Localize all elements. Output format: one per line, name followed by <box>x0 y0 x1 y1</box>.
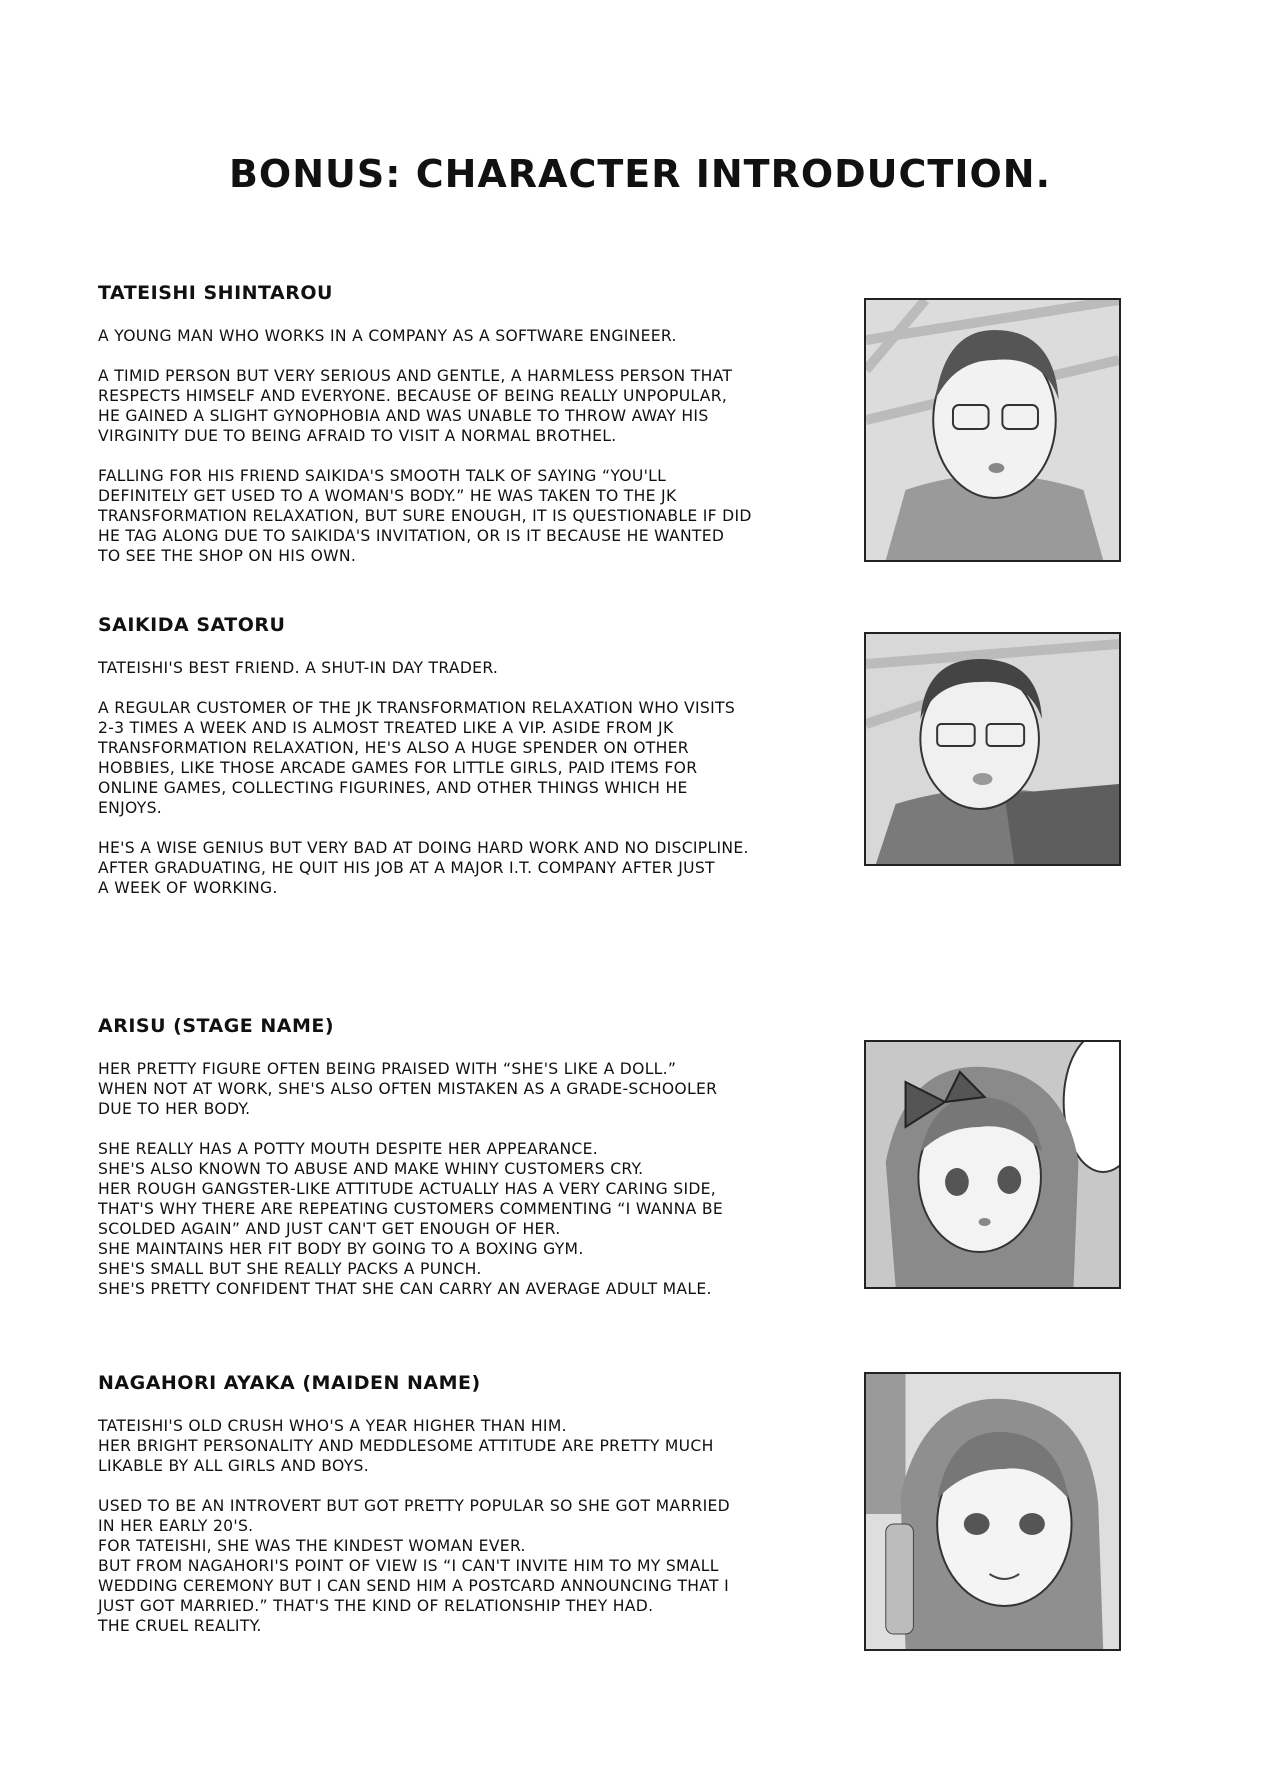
page-title: BONUS: CHARACTER INTRODUCTION. <box>228 152 1052 196</box>
character-paragraph: HE'S A WISE GENIUS BUT VERY BAD AT DOING HARD WORK AND NO DISCIPLINE. AFTER GRADUATING, HE QUIT HIS JOB AT A MAJOR I.T. COMPANY AFTER JUST A WEEK OF WORKING. <box>98 839 749 897</box>
character-section-nagahori <box>98 1372 858 1656</box>
portrait-saikida <box>864 632 1121 866</box>
portrait-arisu <box>864 1040 1121 1289</box>
character-paragraph: A REGULAR CUSTOMER OF THE JK TRANSFORMATION RELAXATION WHO VISITS 2-3 TIMES A WEEK AND IS ALMOST TREATED LIKE A VIP. ASIDE FROM JK TRANSFORMATION RELAXATION, HE'S ALSO A HUGE SPENDER ON OTHER HOBBIES, LIKE THOSE ARCADE GAMES FOR LITTLE GIRLS, PAID ITEMS FOR ONLINE GAMES, COLLECTING FIGURINES, AND OTHER THINGS WHICH HE ENJOYS. <box>98 699 736 817</box>
character-name: SAIKIDA SATORU <box>98 614 286 636</box>
character-paragraph: HER PRETTY FIGURE OFTEN BEING PRAISED WITH “SHE'S LIKE A DOLL.” WHEN NOT AT WORK, SHE'S ALSO OFTEN MISTAKEN AS A GRADE-SCHOOLER DUE TO HER BODY. <box>98 1060 718 1118</box>
portrait-tateishi <box>864 298 1121 562</box>
character-paragraph: TATEISHI'S OLD CRUSH WHO'S A YEAR HIGHER THAN HIM. HER BRIGHT PERSONALITY AND MEDDLESOME ATTITUDE ARE PRETTY MUCH LIKABLE BY ALL GIRLS AND BOYS. <box>98 1417 714 1475</box>
character-name: ARISU (STAGE NAME) <box>98 1015 335 1037</box>
character-section-arisu <box>98 1015 858 1319</box>
character-paragraph: A TIMID PERSON BUT VERY SERIOUS AND GENTLE, A HARMLESS PERSON THAT RESPECTS HIMSELF AND EVERYONE. BECAUSE OF BEING REALLY UNPOPULAR, HE GAINED A SLIGHT GYNOPHOBIA AND WAS UNABLE TO THROW AWAY HIS VIRGINITY DUE TO BEING AFRAID TO VISIT A NORMAL BROTHEL. <box>98 367 733 445</box>
character-paragraph: SHE REALLY HAS A POTTY MOUTH DESPITE HER APPEARANCE. SHE'S ALSO KNOWN TO ABUSE AND MAKE WHINY CUSTOMERS CRY. HER ROUGH GANGSTER-LIKE ATTITUDE ACTUALLY HAS A VERY CARING SIDE, THAT'S WHY THERE ARE REPEATING CUSTOMERS COMMENTING “I WANNA BE SCOLDED AGAIN” AND JUST CAN'T GET ENOUGH OF HER. SHE MAINTAINS HER FIT BODY BY GOING TO A BOXING GYM. SHE'S SMALL BUT SHE REALLY PACKS A PUNCH. SHE'S PRETTY CONFIDENT THAT SHE CAN CARRY AN AVERAGE ADULT MALE. <box>98 1140 723 1298</box>
portrait-nagahori <box>864 1372 1121 1651</box>
character-name: NAGAHORI AYAKA (MAIDEN NAME) <box>98 1372 481 1394</box>
character-paragraph: USED TO BE AN INTROVERT BUT GOT PRETTY POPULAR SO SHE GOT MARRIED IN HER EARLY 20'S. FOR TATEISHI, SHE WAS THE KINDEST WOMAN EVER. BUT FROM NAGAHORI'S POINT OF VIEW IS “I CAN'T INVITE HIM TO MY SMALL WEDDING CEREMONY BUT I CAN SEND HIM A POSTCARD ANNOUNCING THAT I JUST GOT MARRIED.” THAT'S THE KIND OF RELATIONSHIP THEY HAD. THE CRUEL REALITY. <box>98 1497 730 1635</box>
character-section-saikida <box>98 614 858 918</box>
character-paragraph: FALLING FOR HIS FRIEND SAIKIDA'S SMOOTH TALK OF SAYING “YOU'LL DEFINITELY GET USED TO A WOMAN'S BODY.” HE WAS TAKEN TO THE JK TRANSFORMATION RELAXATION, BUT SURE ENOUGH, IT IS QUESTIONABLE IF DID HE TAG ALONG DUE TO SAIKIDA'S INVITATION, OR IS IT BECAUSE HE WANTED TO SEE THE SHOP ON HIS OWN. <box>98 467 752 565</box>
character-paragraph: A YOUNG MAN WHO WORKS IN A COMPANY AS A SOFTWARE ENGINEER. <box>98 327 677 345</box>
character-section-tateishi <box>98 282 858 586</box>
character-paragraph: TATEISHI'S BEST FRIEND. A SHUT-IN DAY TRADER. <box>98 659 499 677</box>
character-name: TATEISHI SHINTAROU <box>98 282 333 304</box>
